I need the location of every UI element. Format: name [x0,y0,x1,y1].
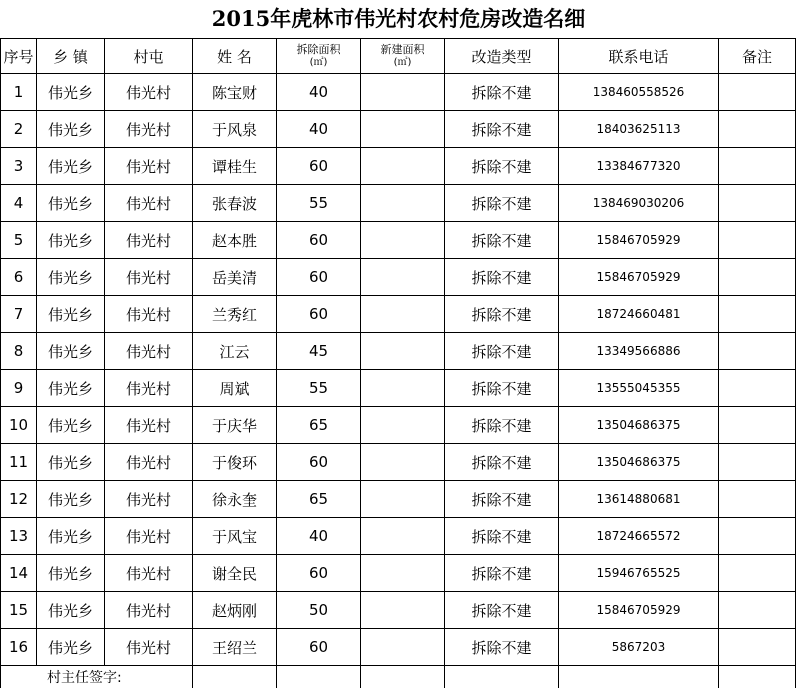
cell-demolish-area[interactable]: 60 [277,222,361,259]
cell-village[interactable]: 伟光村 [105,148,193,185]
cell-name[interactable]: 岳美清 [193,259,277,296]
cell-demolish-area[interactable]: 60 [277,629,361,666]
cell-type[interactable]: 拆除不建 [445,111,559,148]
cell-demolish-area[interactable]: 45 [277,333,361,370]
cell-type[interactable]: 拆除不建 [445,407,559,444]
header-index[interactable]: 序号 [1,39,37,74]
cell-remarks[interactable] [719,444,796,481]
cell-village[interactable]: 伟光村 [105,407,193,444]
cell-remarks[interactable] [719,111,796,148]
cell-township[interactable]: 伟光乡 [37,296,105,333]
cell-phone[interactable]: 13349566886 [559,333,719,370]
footer-cell[interactable] [719,666,796,689]
cell-index[interactable]: 10 [1,407,37,444]
cell-phone[interactable]: 15946765525 [559,555,719,592]
cell-name[interactable]: 于俊环 [193,444,277,481]
cell-type[interactable]: 拆除不建 [445,629,559,666]
cell-demolish-area[interactable]: 40 [277,74,361,111]
cell-township[interactable]: 伟光乡 [37,629,105,666]
cell-township[interactable]: 伟光乡 [37,74,105,111]
cell-phone[interactable]: 18403625113 [559,111,719,148]
cell-type[interactable]: 拆除不建 [445,259,559,296]
cell-name[interactable]: 张春波 [193,185,277,222]
cell-name[interactable]: 赵本胜 [193,222,277,259]
cell-demolish-area[interactable]: 65 [277,407,361,444]
cell-new-area[interactable] [361,518,445,555]
cell-township[interactable]: 伟光乡 [37,518,105,555]
cell-type[interactable]: 拆除不建 [445,518,559,555]
table-row [1,74,796,111]
cell-index[interactable]: 1 [1,74,37,111]
cell-index[interactable]: 7 [1,296,37,333]
cell-village[interactable]: 伟光村 [105,222,193,259]
table-row [1,222,796,259]
cell-township[interactable]: 伟光乡 [37,333,105,370]
header-demolish-area-unit: (㎡) [309,57,328,68]
cell-name[interactable]: 陈宝财 [193,74,277,111]
table-row [1,296,796,333]
cell-new-area[interactable] [361,370,445,407]
cell-village[interactable]: 伟光村 [105,629,193,666]
cell-type[interactable]: 拆除不建 [445,185,559,222]
cell-index[interactable]: 3 [1,148,37,185]
cell-new-area[interactable] [361,629,445,666]
cell-index[interactable]: 16 [1,629,37,666]
cell-phone[interactable]: 13504686375 [559,444,719,481]
cell-remarks[interactable] [719,259,796,296]
table-row [1,259,796,296]
cell-remarks[interactable] [719,148,796,185]
header-new-area[interactable] [361,39,445,74]
cell-phone[interactable]: 13504686375 [559,407,719,444]
table-row [1,333,796,370]
footer-cell[interactable] [277,666,361,689]
cell-phone[interactable]: 15846705929 [559,259,719,296]
cell-name[interactable]: 江云 [193,333,277,370]
cell-demolish-area[interactable]: 40 [277,518,361,555]
cell-phone[interactable]: 15846705929 [559,592,719,629]
cell-new-area[interactable] [361,148,445,185]
cell-type[interactable]: 拆除不建 [445,370,559,407]
header-village[interactable]: 村屯 [105,39,193,74]
cell-phone[interactable]: 18724660481 [559,296,719,333]
cell-village[interactable]: 伟光村 [105,518,193,555]
table-row [1,111,796,148]
cell-remarks[interactable] [719,481,796,518]
cell-village[interactable]: 伟光村 [105,481,193,518]
cell-type[interactable]: 拆除不建 [445,481,559,518]
cell-township[interactable]: 伟光乡 [37,555,105,592]
cell-demolish-area[interactable]: 60 [277,148,361,185]
table-row [1,629,796,666]
header-phone[interactable]: 联系电话 [559,39,719,74]
cell-village[interactable]: 伟光村 [105,111,193,148]
footer-cell[interactable] [559,666,719,689]
cell-type[interactable]: 拆除不建 [445,592,559,629]
cell-new-area[interactable] [361,555,445,592]
cell-new-area[interactable] [361,259,445,296]
cell-township[interactable]: 伟光乡 [37,592,105,629]
header-new-area-label: 新建面积 [380,43,425,56]
cell-new-area[interactable] [361,111,445,148]
cell-index[interactable]: 12 [1,481,37,518]
housing-table [0,38,796,688]
cell-name[interactable]: 赵炳刚 [193,592,277,629]
cell-phone[interactable]: 13614880681 [559,481,719,518]
cell-new-area[interactable] [361,407,445,444]
signature-label[interactable]: 村主任签字: [1,666,193,689]
cell-remarks[interactable] [719,185,796,222]
cell-township[interactable]: 伟光乡 [37,444,105,481]
header-new-area-unit: (㎡) [393,57,412,68]
cell-remarks[interactable] [719,370,796,407]
cell-index[interactable]: 15 [1,592,37,629]
cell-type[interactable]: 拆除不建 [445,444,559,481]
table-row [1,407,796,444]
cell-township[interactable]: 伟光乡 [37,481,105,518]
cell-demolish-area[interactable]: 55 [277,370,361,407]
header-demolish-area-label: 拆除面积 [296,43,341,56]
cell-phone[interactable]: 138469030206 [559,185,719,222]
cell-demolish-area[interactable]: 60 [277,444,361,481]
cell-type[interactable]: 拆除不建 [445,296,559,333]
cell-type[interactable]: 拆除不建 [445,148,559,185]
table-row [1,481,796,518]
cell-demolish-area[interactable]: 40 [277,111,361,148]
cell-remarks[interactable] [719,74,796,111]
cell-name[interactable]: 于庆华 [193,407,277,444]
cell-village[interactable]: 伟光村 [105,296,193,333]
cell-demolish-area[interactable]: 60 [277,296,361,333]
cell-new-area[interactable] [361,333,445,370]
cell-demolish-area[interactable]: 50 [277,592,361,629]
table-row [1,185,796,222]
cell-index[interactable]: 9 [1,370,37,407]
cell-remarks[interactable] [719,592,796,629]
cell-remarks[interactable] [719,629,796,666]
cell-demolish-area[interactable]: 60 [277,555,361,592]
cell-index[interactable]: 8 [1,333,37,370]
cell-remarks[interactable] [719,222,796,259]
cell-remarks[interactable] [719,518,796,555]
cell-phone[interactable]: 138460558526 [559,74,719,111]
cell-name[interactable]: 王绍兰 [193,629,277,666]
table-row [1,370,796,407]
cell-village[interactable]: 伟光村 [105,259,193,296]
table-row [1,555,796,592]
cell-township[interactable]: 伟光乡 [37,259,105,296]
header-row [1,39,796,74]
cell-village[interactable]: 伟光村 [105,370,193,407]
header-remarks[interactable]: 备注 [719,39,796,74]
cell-township[interactable]: 伟光乡 [37,185,105,222]
cell-new-area[interactable] [361,222,445,259]
cell-village[interactable]: 伟光村 [105,185,193,222]
cell-phone[interactable]: 13384677320 [559,148,719,185]
cell-type[interactable]: 拆除不建 [445,74,559,111]
cell-remarks[interactable] [719,555,796,592]
header-name[interactable]: 姓 名 [193,39,277,74]
cell-index[interactable]: 5 [1,222,37,259]
cell-township[interactable]: 伟光乡 [37,148,105,185]
cell-new-area[interactable] [361,296,445,333]
cell-index[interactable]: 6 [1,259,37,296]
cell-name[interactable]: 谭桂生 [193,148,277,185]
cell-name[interactable]: 徐永奎 [193,481,277,518]
cell-new-area[interactable] [361,592,445,629]
cell-demolish-area[interactable]: 55 [277,185,361,222]
cell-type[interactable]: 拆除不建 [445,555,559,592]
cell-demolish-area[interactable]: 60 [277,259,361,296]
cell-name[interactable]: 谢全民 [193,555,277,592]
cell-township[interactable]: 伟光乡 [37,111,105,148]
cell-village[interactable]: 伟光村 [105,333,193,370]
cell-index[interactable]: 13 [1,518,37,555]
cell-village[interactable]: 伟光村 [105,74,193,111]
cell-new-area[interactable] [361,444,445,481]
cell-index[interactable]: 4 [1,185,37,222]
header-township[interactable]: 乡 镇 [37,39,105,74]
cell-type[interactable]: 拆除不建 [445,222,559,259]
cell-new-area[interactable] [361,185,445,222]
page-title: 2015年虎林市伟光村农村危房改造名细 [211,6,586,31]
cell-phone[interactable]: 18724665572 [559,518,719,555]
cell-index[interactable]: 2 [1,111,37,148]
cell-village[interactable]: 伟光村 [105,444,193,481]
cell-phone[interactable]: 13555045355 [559,370,719,407]
footer-cell[interactable] [361,666,445,689]
cell-phone[interactable]: 15846705929 [559,222,719,259]
cell-remarks[interactable] [719,333,796,370]
cell-new-area[interactable] [361,481,445,518]
footer-row [1,666,796,689]
cell-demolish-area[interactable]: 65 [277,481,361,518]
table-row [1,444,796,481]
table-row [1,592,796,629]
cell-township[interactable]: 伟光乡 [37,407,105,444]
cell-name[interactable]: 于风泉 [193,111,277,148]
cell-type[interactable]: 拆除不建 [445,333,559,370]
cell-township[interactable]: 伟光乡 [37,222,105,259]
cell-phone[interactable]: 5867203 [559,629,719,666]
cell-village[interactable]: 伟光村 [105,592,193,629]
cell-remarks[interactable] [719,296,796,333]
table-row [1,518,796,555]
cell-name[interactable]: 于风宝 [193,518,277,555]
footer-cell[interactable] [193,666,277,689]
cell-remarks[interactable] [719,407,796,444]
cell-name[interactable]: 兰秀红 [193,296,277,333]
header-demolish-area[interactable] [277,39,361,74]
cell-village[interactable]: 伟光村 [105,555,193,592]
cell-index[interactable]: 11 [1,444,37,481]
footer-cell[interactable] [445,666,559,689]
cell-index[interactable]: 14 [1,555,37,592]
cell-township[interactable]: 伟光乡 [37,370,105,407]
header-type[interactable]: 改造类型 [445,39,559,74]
cell-new-area[interactable] [361,74,445,111]
cell-name[interactable]: 周斌 [193,370,277,407]
table-row [1,148,796,185]
